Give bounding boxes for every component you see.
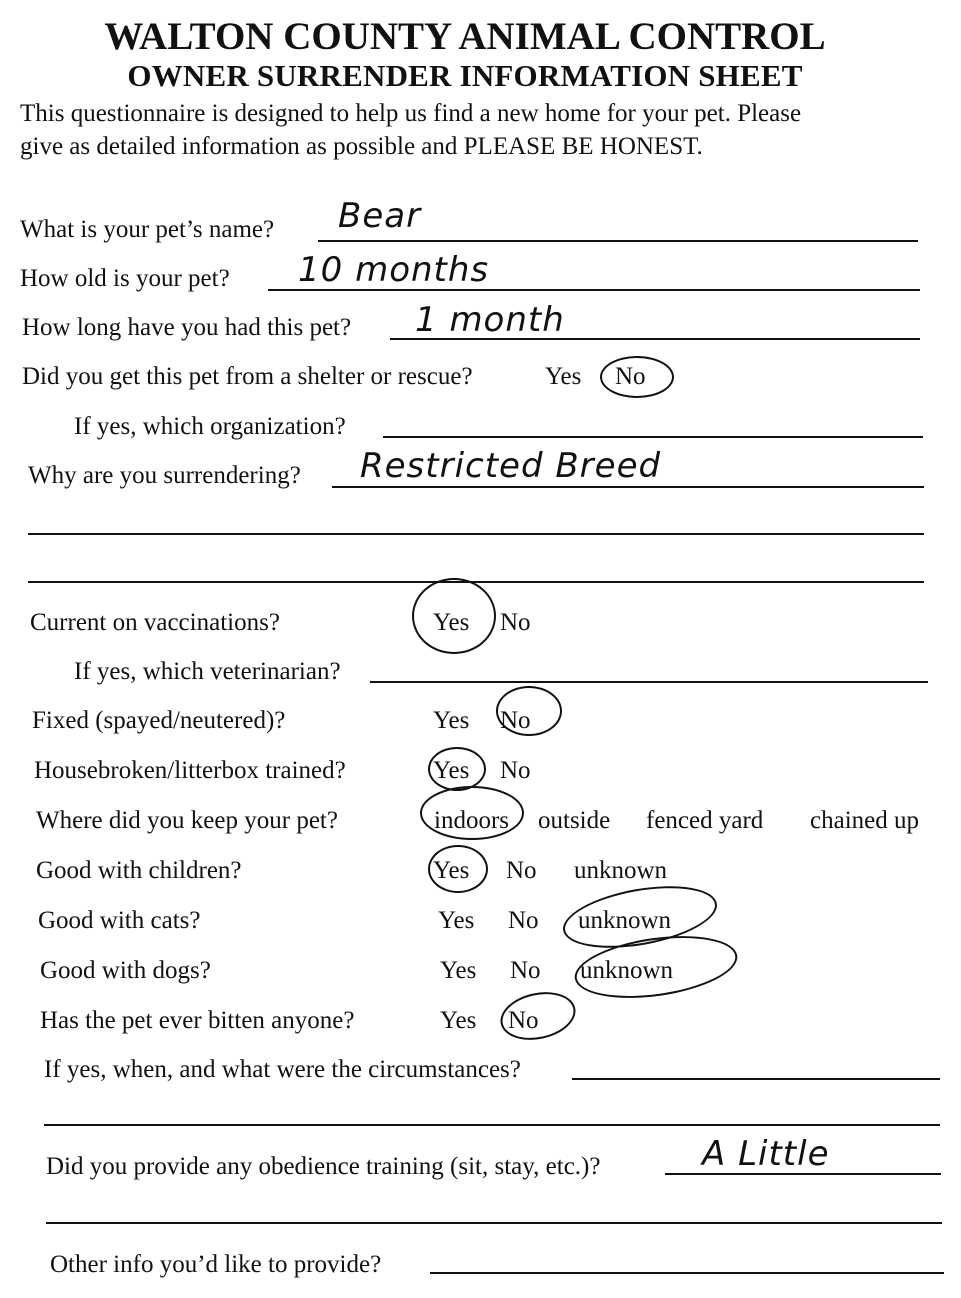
vaccinations-no-option[interactable]: No	[500, 609, 531, 636]
vaccinations-yes-option[interactable]: Yes	[433, 609, 470, 636]
time-owned-label: How long have you had this pet?	[22, 314, 352, 341]
dogs-yes-option[interactable]: Yes	[440, 957, 477, 984]
pet-name-line[interactable]	[318, 240, 918, 242]
kept-label: Where did you keep your pet?	[36, 807, 338, 834]
bitten-yes-option[interactable]: Yes	[440, 1007, 477, 1034]
fixed-no-circle	[496, 686, 562, 736]
kept-option-fenced-yard[interactable]: fenced yard	[646, 807, 764, 834]
bitten-label: Has the pet ever bitten anyone?	[40, 1007, 355, 1034]
bite-circumstances-label: If yes, when, and what were the circumstances?	[44, 1056, 521, 1083]
surrender-line-2[interactable]	[28, 533, 924, 535]
form-title: WALTON COUNTY ANIMAL CONTROL	[104, 15, 826, 58]
cats-yes-option[interactable]: Yes	[438, 907, 475, 934]
housebroken-yes-circle	[428, 747, 486, 791]
shelter-label: Did you get this pet from a shelter or rescue?	[22, 363, 473, 390]
organization-label: If yes, which organization?	[74, 413, 346, 440]
veterinarian-label: If yes, which veterinarian?	[74, 658, 341, 685]
veterinarian-line[interactable]	[370, 681, 928, 683]
dogs-no-option[interactable]: No	[510, 957, 541, 984]
housebroken-no-option[interactable]: No	[500, 757, 531, 784]
other-info-label: Other info you’d like to provide?	[50, 1251, 382, 1278]
kept-option-indoors[interactable]: indoors	[434, 807, 509, 834]
surrender-label: Why are you surrendering?	[28, 462, 301, 489]
bitten-no-circle	[496, 986, 580, 1047]
cats-unknown-option[interactable]: unknown	[578, 907, 672, 934]
vaccinations-yes-circle	[412, 578, 496, 654]
kept-option-outside[interactable]: outside	[538, 807, 611, 834]
kept-option-chained-up[interactable]: chained up	[810, 807, 919, 834]
pet-name-answer: Bear	[338, 196, 422, 236]
children-label: Good with children?	[36, 857, 242, 884]
shelter-yes-option[interactable]: Yes	[545, 363, 582, 390]
bitten-no-option[interactable]: No	[508, 1007, 539, 1034]
dogs-unknown-option[interactable]: unknown	[580, 957, 674, 984]
shelter-no-option[interactable]: No	[615, 363, 646, 390]
intro-line-2: give as detailed information as possible and PLEASE BE HONEST.	[20, 133, 703, 160]
obedience-line-2[interactable]	[46, 1222, 942, 1224]
time-owned-answer: 1 month	[415, 300, 565, 340]
bite-circumstances-line[interactable]	[572, 1078, 940, 1080]
shelter-no-circle	[600, 356, 674, 398]
surrender-line[interactable]	[332, 486, 924, 488]
fixed-no-option[interactable]: No	[500, 707, 531, 734]
surrender-answer: Restricted Breed	[360, 446, 662, 486]
intro-line-1: This questionnaire is designed to help us find a new home for your pet. Please	[20, 100, 802, 127]
kept-indoors-circle	[420, 786, 524, 840]
dogs-label: Good with dogs?	[40, 957, 211, 984]
pet-name-label: What is your pet’s name?	[20, 216, 275, 243]
fixed-label: Fixed (spayed/neutered)?	[32, 707, 286, 734]
pet-age-answer: 10 months	[298, 250, 490, 290]
bite-circumstances-line-2[interactable]	[44, 1124, 940, 1126]
housebroken-yes-option[interactable]: Yes	[433, 757, 470, 784]
fixed-yes-option[interactable]: Yes	[433, 707, 470, 734]
cats-label: Good with cats?	[38, 907, 201, 934]
children-no-option[interactable]: No	[506, 857, 537, 884]
obedience-answer: A Little	[702, 1134, 830, 1174]
children-yes-circle	[428, 845, 488, 893]
form-subtitle: OWNER SURRENDER INFORMATION SHEET	[127, 58, 803, 93]
organization-line[interactable]	[383, 436, 923, 438]
children-unknown-option[interactable]: unknown	[574, 857, 668, 884]
children-yes-option[interactable]: Yes	[433, 857, 470, 884]
cats-no-option[interactable]: No	[508, 907, 539, 934]
pet-age-label: How old is your pet?	[20, 265, 230, 292]
other-info-line[interactable]	[430, 1272, 944, 1274]
housebroken-label: Housebroken/litterbox trained?	[34, 757, 346, 784]
obedience-label: Did you provide any obedience training (sit, stay, etc.)?	[46, 1153, 601, 1180]
vaccinations-label: Current on vaccinations?	[30, 609, 280, 636]
